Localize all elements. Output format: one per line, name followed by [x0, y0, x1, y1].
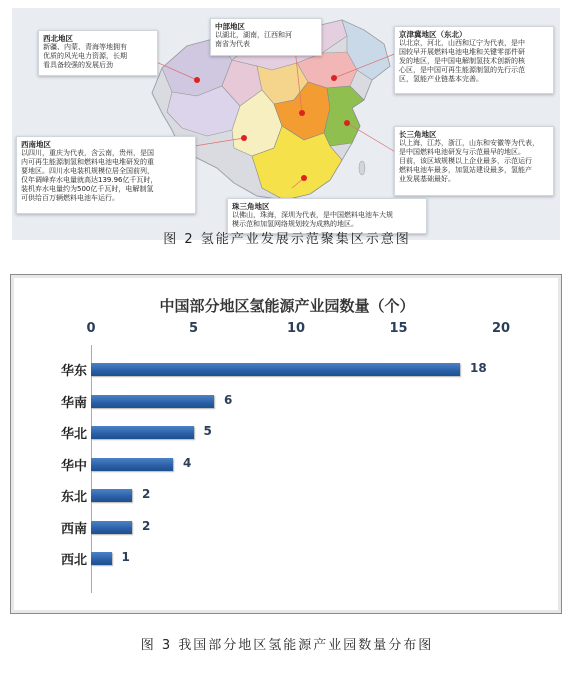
- x-tick-label: 5: [188, 321, 199, 336]
- bar: [91, 395, 214, 408]
- data-label: 4: [183, 455, 192, 470]
- region-east: [324, 86, 364, 146]
- category-label: 西北: [60, 553, 87, 568]
- callout-body: 新疆、内蒙、青海等地拥有 优质的风光电力资源，长期 看具备较强的发展后劲: [43, 43, 127, 69]
- cluster-marker: [299, 110, 305, 116]
- data-label: 2: [142, 487, 151, 501]
- bar: [91, 458, 173, 471]
- callout-jingjinji: [394, 26, 554, 94]
- category-label: 西南: [60, 521, 87, 537]
- category-label: 华北: [60, 427, 87, 442]
- data-label: 1: [121, 550, 130, 564]
- category-label: 华中: [60, 458, 87, 474]
- callout-central: [210, 18, 322, 56]
- bar: [91, 552, 112, 565]
- bar: [91, 363, 460, 376]
- data-label: 6: [224, 392, 233, 407]
- x-tick-label: 20: [491, 321, 511, 336]
- figure-2-caption: 图 2 氢能产业发展示范聚集区示意图: [163, 232, 411, 247]
- category-label: 东北: [60, 490, 87, 505]
- cluster-marker: [241, 135, 247, 141]
- category-label: 华东: [60, 364, 87, 379]
- callout-body: 以湖北，湖南，江西和河 南省为代表: [215, 31, 292, 48]
- taiwan-island: [359, 161, 365, 175]
- bar: [91, 426, 194, 439]
- callout-body: 以北京，河北，山西和辽宁为代表，是中 国较早开展燃料电池电堆和关键零部件研 发的地区，是中国电解制氢技术创新的核 心区，是中国可再生能源制氢的先行示范 区，氢能产业链基本完善。: [399, 39, 525, 83]
- x-tick-label: 15: [389, 321, 408, 336]
- x-tick-label: 0: [86, 321, 96, 336]
- chart-title: 中国部分地区氢能源产业园数量（个）: [159, 297, 415, 315]
- callout-title: 珠三角地区: [232, 202, 270, 211]
- data-label: 5: [203, 424, 212, 438]
- callout-title: 西南地区: [21, 140, 51, 149]
- figure-2-panel: [12, 8, 560, 240]
- figure-3-caption: 图 3 我国部分地区氢能源产业园数量分布图: [140, 638, 434, 653]
- callout-title: 京津冀地区（东北）: [399, 30, 467, 39]
- figure-3-chart: [10, 274, 562, 614]
- data-label: 18: [470, 361, 487, 375]
- callout-title: 中部地区: [215, 22, 245, 31]
- callout-body: 以上海，江苏，浙江，山东和安徽等为代表， 是中国燃料电池研发与示范最早的地区。 目前，该区域规模以上企业最多，示范运行 燃料电池车最多，加氢站建设最多，氢能产 业发展基础最好。: [399, 139, 539, 183]
- callout-body: 以四川，重庆为代表，含云南，贵州，是国 内可再生能源制氢和燃料电池电堆研发的重 要地区。四川水电装机规模位居全国前列， 仅年调峰弃水电量就高达139.96亿千瓦时， 装机弃水电量约为500亿千瓦时，电解制氢 可供给百万辆燃料电池车运行。: [21, 149, 158, 202]
- bar: [91, 489, 132, 502]
- x-tick-label: 10: [286, 321, 306, 336]
- category-label: 华南: [60, 395, 87, 411]
- cluster-marker: [301, 175, 307, 181]
- cluster-marker: [344, 120, 350, 126]
- callout-body: 以佛山，珠海，深圳为代表，是中国燃料电池车大规 模示范和加氢网络规划较为成熟的地区。: [232, 211, 393, 228]
- callout-southwest: [16, 136, 196, 214]
- callout-title: 长三角地区: [399, 130, 437, 139]
- callout-title: 西北地区: [43, 34, 73, 43]
- callout-yangtze-delta: [394, 126, 554, 196]
- cluster-marker: [194, 77, 200, 83]
- bar: [91, 521, 132, 534]
- data-label: 2: [142, 518, 151, 533]
- callout-northwest: [38, 30, 158, 76]
- cluster-marker: [331, 75, 337, 81]
